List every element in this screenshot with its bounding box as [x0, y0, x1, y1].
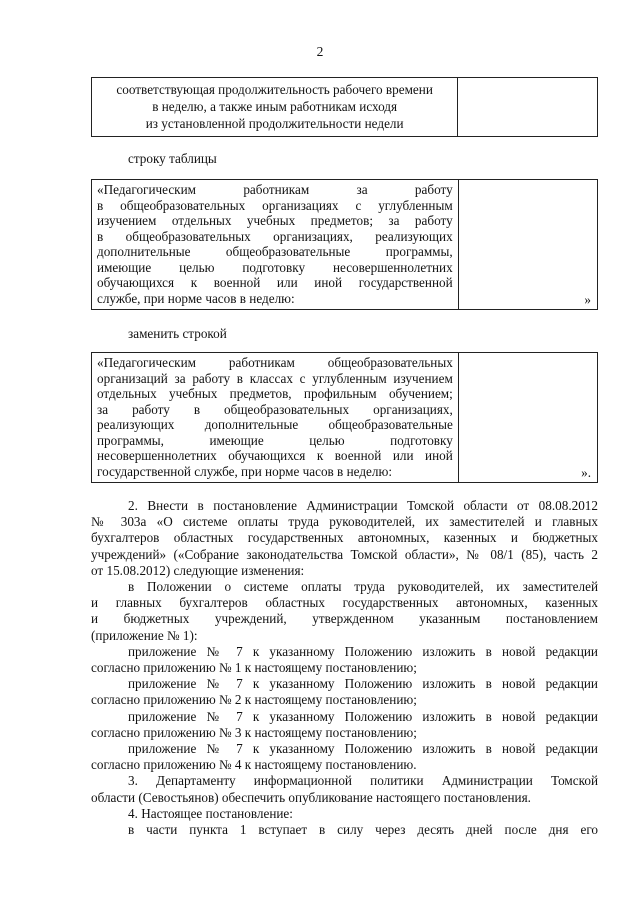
body-line: № 303а «О системе оплаты труда руководителей, их заместителей и главных — [91, 514, 598, 530]
table-line: в общеобразовательных организациях, реализующих — [97, 228, 453, 244]
table-new-row — [91, 352, 598, 483]
body-line: приложение № 7 к указанному Положению изложить в новой редакции — [128, 676, 598, 692]
body-line: от 15.08.2012) следующие изменения: — [91, 562, 305, 578]
table-cell-empty — [458, 78, 598, 137]
body-line: согласно приложению № 4 к настоящему постановлению. — [91, 757, 417, 773]
table-cell-text — [92, 353, 459, 483]
body-line: в части пункта 1 вступает в силу через десять дней после дня его — [128, 822, 598, 838]
body-line: приложение № 7 к указанному Положению изложить в новой редакции — [128, 708, 598, 724]
table-line: государственной службе, при норме часов в неделю: — [97, 463, 392, 479]
table-row — [92, 353, 598, 483]
body-line: 4. Настоящее постановление: — [128, 805, 293, 821]
closing-quote: ». — [581, 464, 591, 480]
table-line: «Педагогическим работникам за работу — [97, 182, 453, 197]
page-number: 2 — [316, 44, 324, 59]
document-body — [91, 498, 598, 838]
table-line: соответствующая продолжительность рабочего времени — [116, 82, 433, 97]
table-row — [92, 78, 598, 137]
closing-quote: » — [584, 291, 591, 307]
table-cell-text — [92, 78, 458, 137]
table-line: отдельных учебных предметов, профильным обучением; — [97, 386, 453, 401]
table-line: «Педагогическим работникам общеобразовательных — [97, 355, 453, 370]
table-line: имеющие целью подготовку несовершеннолетних — [97, 259, 453, 275]
table-cell-value — [458, 353, 597, 483]
table-cell-text — [92, 180, 459, 310]
table-line: обучающихся к военной или иной государственной — [97, 275, 453, 290]
table-line: дополнительные общеобразовательные программы, — [97, 244, 453, 259]
body-line: приложение № 7 к указанному Положению изложить в новой редакции — [128, 741, 598, 757]
table-original-row-header — [91, 77, 598, 137]
table-line: организаций за работу в классах с углубленным изучением — [97, 370, 453, 386]
body-line: области (Севостьянов) обеспечить опубликование настоящего постановления. — [91, 789, 531, 805]
table-line: в неделю, а также иным работникам исходя — [152, 99, 398, 114]
table-cell-value — [458, 180, 597, 310]
body-line: 3. Департаменту информационной политики Администрации Томской — [128, 773, 598, 789]
table-line: за работу в общеобразовательных организациях, — [97, 401, 453, 417]
table-line: службе, при норме часов в неделю: — [97, 290, 295, 306]
body-line: согласно приложению № 1 к настоящему постановлению; — [91, 660, 417, 676]
body-line: согласно приложению № 2 к настоящему постановлению; — [91, 692, 417, 708]
table-line: в общеобразовательных организациях с углубленным — [97, 197, 453, 213]
body-line: согласно приложению № 3 к настоящему постановлению; — [91, 724, 417, 740]
body-line: в Положении о системе оплаты труда руководителей, их заместителей — [128, 579, 598, 595]
table-old-row — [91, 179, 598, 310]
table-line: программы, имеющие целью подготовку — [97, 432, 453, 448]
body-line: учреждений» («Собрание законодательства Томской области», № 08/1 (85), часть 2 — [91, 546, 598, 562]
body-line: (приложение № 1): — [91, 627, 198, 643]
table-line: из установленной продолжительности недели — [145, 116, 404, 131]
table-line: изучением отдельных учебных предметов; за работу — [97, 213, 453, 228]
body-line: и главных бухгалтеров областных государственных автономных, казенных — [91, 595, 598, 611]
table-line: несовершеннолетних обучающихся к военной или иной — [97, 448, 453, 463]
table-line: реализующих дополнительные общеобразовательные — [97, 417, 453, 432]
body-line: 2. Внести в постановление Администрации Томской области от 08.08.2012 — [128, 498, 598, 513]
instruction-label-row: строку таблицы — [128, 151, 217, 166]
body-line: приложение № 7 к указанному Положению изложить в новой редакции — [128, 643, 598, 659]
body-line: и бюджетных учреждений, утвержденном указанным постановлением — [91, 611, 598, 627]
body-line: бухгалтеров областных государственных автономных, казенных и бюджетных — [91, 530, 598, 546]
instruction-label-replace: заменить строкой — [128, 326, 227, 341]
table-row — [92, 180, 598, 310]
